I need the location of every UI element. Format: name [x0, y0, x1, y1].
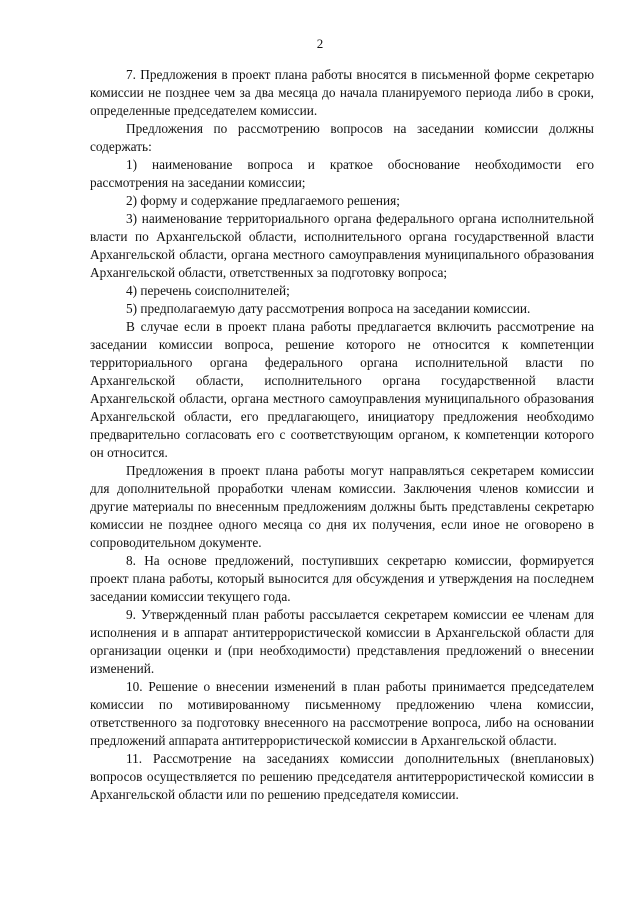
- paragraph-10: 10. Решение о внесении изменений в план работы принимается председателем комиссии по мотивированному письменному предложению члена комиссии, ответственного за подготовку внесенного на рассмотрение вопроса, либо на основании предложений аппарата антитеррористической комиссии в Архангельской области.: [90, 679, 594, 748]
- document-body: [90, 66, 594, 804]
- list-item-2: 2) форму и содержание предлагаемого решения;: [126, 193, 400, 208]
- paragraph-9: 9. Утвержденный план работы рассылается секретарем комиссии ее членам для исполнения и в аппарат антитеррористической комиссии в Архангельской области для организации оценки и (при необходимости) представления предложений о внесении изменений.: [90, 607, 594, 676]
- paragraph-11: 11. Рассмотрение на заседаниях комиссии дополнительных (внеплановых) вопросов осуществляется по решению председателя антитеррористической комиссии в Архангельской области или по решению председателя комиссии.: [90, 751, 594, 802]
- list-item-5: 5) предполагаемую дату рассмотрения вопроса на заседании комиссии.: [126, 301, 531, 316]
- paragraph-competence: В случае если в проект плана работы предлагается включить рассмотрение на заседании комиссии вопроса, решение которого не относится к компетенции территориального органа федерального органа исполнительной власти по Архангельской области, исполнительного органа государственной власти Архангельской области, органа местного самоуправления муниципального образования Архангельской области, его предлагающего, инициатору предложения необходимо предварительно согласовать его с соответствующим органом, к компетенции которого он относится.: [90, 319, 594, 460]
- paragraph-additional-review: Предложения в проект плана работы могут направляться секретарем комиссии для дополнительной проработки членам комиссии. Заключения членов комиссии и другие материалы по внесенным предложениям должны быть представлены секретарю комиссии не позднее одного месяца со дня их получения, если иное не оговорено в сопроводительном документе.: [90, 463, 594, 550]
- paragraph-proposals-content: Предложения по рассмотрению вопросов на заседании комиссии должны содержать:: [90, 121, 594, 154]
- list-item-1: 1) наименование вопроса и краткое обоснование необходимости его рассмотрения на заседании комиссии;: [90, 157, 594, 190]
- list-item-4: 4) перечень соисполнителей;: [126, 283, 290, 298]
- list-item-3: 3) наименование территориального органа федерального органа исполнительной власти по Архангельской области, исполнительного органа государственной власти Архангельской области, органа местного самоуправления муниципального образования Архангельской области, ответственных за подготовку вопроса;: [90, 211, 594, 280]
- paragraph-7: 7. Предложения в проект плана работы вносятся в письменной форме секретарю комиссии не позднее чем за два месяца до начала планируемого периода либо в сроки, определенные председателем комиссии.: [90, 67, 594, 118]
- paragraph-8: 8. На основе предложений, поступивших секретарю комиссии, формируется проект плана работы, который выносится для обсуждения и утверждения на последнем заседании комиссии текущего года.: [90, 553, 594, 604]
- page-number: 2: [316, 36, 324, 51]
